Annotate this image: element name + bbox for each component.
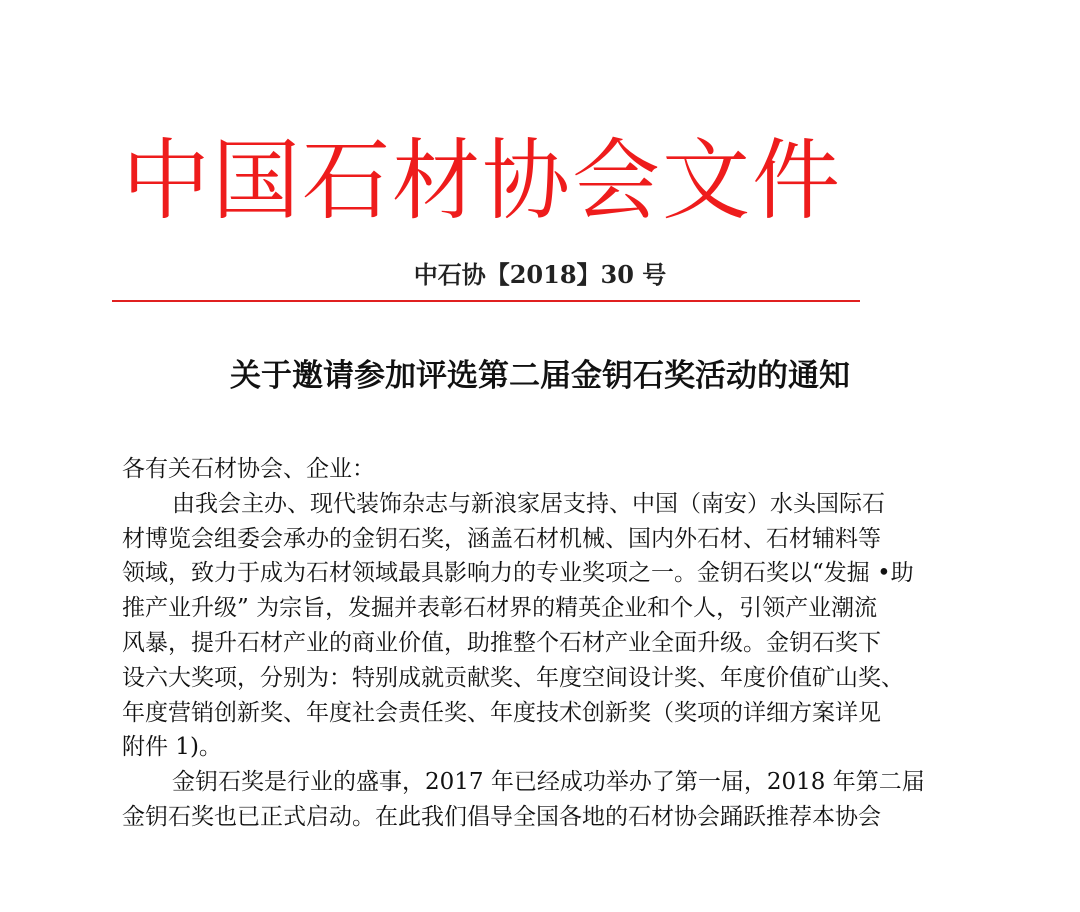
paragraph-line: 年度营销创新奖、年度社会责任奖、年度技术创新奖（奖项的详细方案详见 bbox=[122, 699, 881, 726]
notice-title: 关于邀请参加评选第二届金钥石奖活动的通知 bbox=[230, 358, 850, 394]
paragraph-1 bbox=[122, 487, 972, 765]
document-body bbox=[122, 452, 972, 835]
paragraph-line: 由我会主办、现代装饰杂志与新浪家居支持、中国（南安）水头国际石 bbox=[172, 490, 885, 517]
paragraph-2 bbox=[122, 765, 972, 835]
paragraph-line: 材博览会组委会承办的金钥石奖，涵盖石材机械、国内外石材、石材辅料等 bbox=[122, 525, 881, 552]
paragraph-line: 金钥石奖是行业的盛事，2017 年已经成功举办了第一届，2018 年第二届 bbox=[172, 769, 925, 796]
salutation: 各有关石材协会、企业： bbox=[122, 456, 375, 482]
document-number: 中石协【2018】30 号 bbox=[413, 260, 667, 289]
paragraph-line: 金钥石奖也已正式启动。在此我们倡导全国各地的石材协会踊跃推荐本协会 bbox=[122, 803, 881, 830]
org-title: 中国石材协会文件 bbox=[122, 129, 843, 232]
paragraph-line: 附件 1)。 bbox=[122, 734, 222, 761]
paragraph-line: 设六大奖项，分别为：特别成就贡献奖、年度空间设计奖、年度价值矿山奖、 bbox=[122, 664, 904, 691]
paragraph-line: 风暴，提升石材产业的商业价值，助推整个石材产业全面升级。金钥石奖下 bbox=[122, 629, 881, 656]
paragraph-line: 推产业升级” 为宗旨，发掘并表彰石材界的精英企业和个人，引领产业潮流 bbox=[122, 595, 878, 622]
red-divider bbox=[112, 300, 860, 302]
paragraph-line: 领域，致力于成为石材领域最具影响力的专业奖项之一。金钥石奖以“发掘 •助 bbox=[122, 560, 914, 587]
